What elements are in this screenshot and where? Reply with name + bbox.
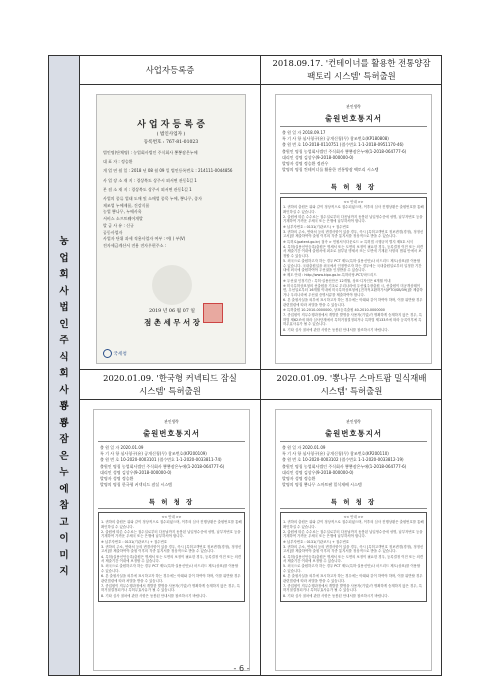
notice-field: 출 원 번 호 10-2020-0003102 (접수번호 1-1-2020-0033812-19): [282, 457, 404, 463]
notice-guidance-item: 3. 귀하의 주소, 연락처 등의 변경사항이 있을 경우, 즉시 [특허고객번호 정보변경(경정), 정정신고서]를 제출하여야 출원 이후의 각종 통지서를 정상적으로 받을 수 있습니다.: [283, 229, 424, 239]
notice-guidance-item: 7. 종업원이 직무수행과정에서 개발한 발명을 사용자(기업)가 명확하게 승계하지 않은 경우, 특허법 제62조에 따라 심사단계에서 특허거절결정되거나 특허법 제133조에 따라 등록이후에 특허무효사유가 될 수 있습니다.: [283, 313, 422, 327]
side-label-char: 고: [59, 516, 69, 528]
notice-guidance-item: ※ 납부자번호 : 0131(기관코드) + 접수번호: [101, 539, 168, 544]
row-divider: [80, 399, 441, 400]
side-label-char: 법: [59, 302, 69, 313]
notice-guidance-item: 4. 특허(실용신안등록)출원은 명세서 또는 도면의 보정이 필요한 경우, 등록결정 이전 또는 의견서 제출기간 이내에 보정할 수 있습니다.: [101, 554, 241, 564]
side-label-char: 사: [59, 285, 69, 297]
side-label-char: 업: [59, 252, 69, 264]
side-label-char: 잠: [59, 434, 69, 445]
certificate-line: 제조업 누에제품, 건강식품: [103, 202, 150, 208]
notice-guidance-item: 2. 출원에 따른 수수료는 접수일로부터 다음날까지 동봉된 납입영수증에 성명, 납부자번호 등을 기재하여 가까운 우체국 또는 은행에 납부하셔야 합니다.: [283, 529, 423, 539]
notice-guidance-item: 3. 귀하의 주소, 연락처 등의 변경사항이 있을 경우, 즉시 [특허고객번호 정보변경(경정), 정정신고서]를 제출하여야 출원 이후의 각종 통지서를 정상적으로 받을 수 있습니다.: [101, 544, 242, 554]
notice-guidance-item: ※ 납부자번호 : 0131(기관코드) + 접수번호: [283, 224, 350, 229]
notice-guidance-item: 6. 본 출원사실을 외부에 표시하고자 하는 경우에는 아래와 같이 하여야 하며, 이를 위반할 경우 관련법령에 따라 처벌을 받을 수 있습니다.: [101, 574, 241, 583]
notice-fields: [282, 130, 425, 172]
nts-logo-icon: [103, 349, 112, 358]
notice-guidance-box: [280, 197, 427, 335]
notice-guidance-item: 7. 종업원이 직무수행과정에서 개발한 발명을 사용자(기업)가 명확하게 승계하지 않은 경우, 특허거절결정되거나 특허무효사유가 될 수 있습니다.: [283, 583, 422, 593]
notice-field: 발명의 명칭 한국형 커넥티드 잠실 시스템: [100, 482, 173, 488]
notice-heading: 특 허 청 장: [330, 183, 377, 192]
notice-rule: [280, 508, 427, 509]
notice-field: 출 원 일 자 2020.01.09: [100, 445, 144, 450]
row-divider: [80, 84, 441, 85]
notice-guidance-item: 8. 기타 심사 절차에 관한 사항은 동봉된 안내서를 참조하시기 바랍니다.: [101, 593, 207, 598]
notice-rule: [280, 126, 427, 127]
registration-number: 등록번호 : 767-81-01023: [143, 140, 199, 145]
side-label-char: 회: [59, 269, 69, 280]
government-emblem-watermark: [152, 265, 192, 305]
certificate-line: 사 업 장 소 재 지 : 경상북도 상주시 외서면 관동1길 1: [103, 177, 197, 183]
notice-field: 출 원 일 자 2020.01.09: [282, 445, 326, 450]
side-label-char: 뿅: [59, 417, 69, 429]
notice-guidance-item: ※ 우선권 인정기간 : 특허·실용신안은 12개월, 상표·디자인은 6개월 이내: [283, 278, 391, 283]
notice-heading: 특 허 청 장: [330, 498, 377, 507]
side-label: [49, 234, 79, 581]
certificate-subtitle: ( 법인사업자 ): [156, 132, 186, 137]
notice-field: 발명의 명칭 뽕나무 스마트팜 밀식재배 시스템: [282, 482, 362, 488]
notice-guidance-item: 2. 출원에 따른 수수료는 접수일로부터 다음날까지 동봉된 납입영수증에 성명, 납부자번호 등을 기재하여 가까운 우체국 또는 은행에 납부하셔야 합니다.: [101, 529, 241, 539]
notice-guidance-item: ※ 납부자번호 : 0131(기관코드) + 접수번호: [283, 539, 350, 544]
notice-guidance-item: 6. 본 출원사실을 외부에 표시하고자 하는 경우에는 아래와 같이 하여야 하며, 이를 위반할 경우 관련법령에 따라 처벌을 받을 수 있습니다.: [283, 574, 423, 583]
notice-field: 발명의 명칭 컨테이너를 활용한 전통양잠 팩토리 시스템: [282, 167, 379, 173]
notice-guidance-item: 5. 외국으로 출원하고자 하는 경우 PCT 제도(특허·실용신안)나 마드리드 제도(상표)를 이용할 수 있습니다.: [283, 564, 421, 573]
notice-title: 출원번호통지서: [325, 429, 382, 438]
side-label-char: 은: [59, 450, 69, 462]
notice-field: 출 원 일 자 2018.09.17: [282, 130, 326, 135]
notice-field: 발명자 성명 정승환 정관우: [282, 161, 329, 167]
notice-field: 대리인 성명 김상우(9-2018-000000-0): [100, 469, 172, 475]
certificate-line: 농업 뽕나무, 누에사육: [103, 209, 142, 215]
certificate-title: 사 업 자 등 록 증: [137, 120, 205, 130]
notice-guidance-item: 7. 종업원이 직무수행과정에서 개발한 발명을 사용자(기업)가 명확하게 승계하지 않은 경우, 특허거절결정되거나 특허무효사유가 될 수 있습니다.: [101, 583, 240, 593]
notice-field: 특 기 사 항 심사청구(유) 공개신청(무) 참조번호(KP200110): [282, 451, 389, 457]
notice-rule: [280, 441, 427, 442]
notice-fields: [282, 445, 425, 487]
official-seal: [203, 303, 223, 323]
notice-field: 발명자 성명 정승환: [100, 476, 134, 482]
notice-field: 출원인 명칭 농업회사법인 주식회사 뽕뽕잠은누에(1-2018-064777-6): [100, 463, 225, 469]
side-label-char: 주: [59, 335, 69, 346]
patent-notice-2020-mulberry-smartfarm: [275, 409, 432, 671]
certificate-line: 본 점 소 재 지 : 경상북도 상주시 외서면 관동1길 1: [103, 186, 192, 192]
caption-business-registration: 사업자등록증: [145, 65, 195, 75]
notice-guidance-item: ※ 특허로(patent.go.kr) 접속 > 민원서식다운로드 > 특허법 시행규칙 별지 제5호 서식: [283, 239, 414, 244]
issue-date: 2019 년 06 월 07 일: [149, 309, 195, 314]
side-label-column: [49, 56, 80, 675]
side-label-char: 사: [59, 384, 69, 396]
side-label-char: 회: [59, 368, 69, 379]
notice-field: 출 원 번 호 10-2020-0003101 (접수번호 1-1-2020-0033811-74): [100, 457, 222, 463]
notice-field: 출원인 명칭 농업회사법인 주식회사 뽕뽕잠은누에(1-2018-064777-6): [282, 148, 407, 154]
side-label-char: 식: [59, 351, 69, 363]
certificate-line: 개 업 연 월 일 : 2018 년 08 월 09 일 법인등록번호 : 214111-0044856: [103, 168, 233, 174]
notice-guidance-item: 5. 외국으로 출원하고자 하는 경우 PCT 제도(특허·실용신안)나 마드리드 제도(상표)를 이용할 수 있습니다.: [101, 564, 239, 573]
patent-notice-2020-connected-silkworm: [93, 409, 250, 671]
certificate-line: 공동사업자: [103, 229, 123, 235]
notice-rule: [98, 508, 245, 509]
certificate-line: 법인명(단체명) : 농업회사법인 주식회사 뽕뽕잠은누에: [103, 150, 198, 155]
notice-heading: 특 허 청 장: [148, 498, 195, 507]
notice-rule: [98, 441, 245, 442]
notice-fields: [100, 445, 243, 487]
notice-guidance-heading: << 안내 >>: [161, 515, 182, 520]
notice-guidance-heading: << 안내 >>: [343, 515, 364, 520]
nts-logo: 국세청: [103, 349, 127, 358]
caption-patent-2018: 2018.09.17. '컨테이너를 활용한 전통양잠 팩토리 시스템' 특허출원: [272, 58, 431, 81]
side-label-char: 에: [59, 483, 69, 495]
notice-guidance-item: ※ 제도 안내 : http://www.kipo.go.kr-특허마당-PCT/마드리드: [283, 273, 377, 278]
certificate-line: 사업자 단위 과세 적용사업자 여부 : 여( ) 부(V): [103, 236, 186, 242]
side-label-char: 누: [59, 467, 69, 478]
document-table: [48, 55, 442, 676]
notice-field: 출원인 명칭 농업회사법인 주식회사 뽕뽕잠은누에(1-2018-064777-6): [282, 463, 407, 469]
certificate-line: 발 급 사 유 : 신규: [103, 222, 134, 228]
notice-header-small: 관인생략: [346, 104, 361, 109]
side-label-char: 뿅: [59, 401, 69, 412]
notice-guidance-item: 8. 기타 심사 절차에 관한 사항은 동봉된 안내서를 참조하시기 바랍니다.: [283, 593, 389, 598]
notice-guidance-item: ※ 미국특허상표청의 선출원을 기초로 우리나라에 우선권주장출원 시, 선출원이 미공개상태이면, 우선일로부터 16개월 이내에 미국특허상표청에 [전자적교환허가서(PTO/SB/39)]를 제출하거나 우리나라에 우선권 증명서류를 제출하여야 합니다.: [283, 283, 423, 298]
notice-title: 출원번호통지서: [143, 429, 200, 438]
notice-header-small: 관인생략: [164, 419, 179, 424]
notice-guidance-heading: << 안내 >>: [343, 200, 364, 205]
notice-guidance-item: 2. 출원에 따른 수수료는 접수일로부터 다음날까지 동봉된 납입영수증에 성명, 납부자번호 등을 기재하여 가까운 우체국 또는 은행에 납부하셔야 합니다.: [283, 214, 423, 224]
side-label-char: 이: [59, 533, 69, 544]
side-label-char: 미: [59, 549, 69, 561]
notice-guidance-item: 1. 귀하의 출원은 위와 같이 정상적으로 접수되었으며, 이후의 심사 진행상황은 출원번호를 통해 확인하실 수 있습니다.: [283, 520, 424, 529]
notice-field: 특 기 사 항 심사청구(유) 공개신청(무) 참조번호(KP180808): [282, 136, 389, 142]
tax-office-name: 점 촌 세 무 서 장: [144, 318, 200, 327]
notice-guidance-item: 5. 외국으로 출원하고자 하는 경우 PCT 제도(특허·실용신안)나 마드리드 제도(상표)를 이용할 수 있습니다. 국내출원일을 외국에서 인정받고자 하는 경우에는 국내출원일로부터 일정한 기간 내에 외국에 출원하여야 우선권을 인정받을 수 있습니다.: [283, 259, 422, 273]
notice-guidance-item: 6. 본 출원사실을 외부에 표시하고자 하는 경우에는 아래와 같이 하여야 하며, 이를 위반할 경우 관련법령에 따라 처벌을 받을 수 있습니다.: [283, 298, 423, 307]
notice-guidance-item: ※ 특허출원 10-2010-0000000, 상표등록출원 40-2010-0000000: [283, 308, 385, 313]
patent-notice-2018: [275, 94, 432, 364]
notice-guidance-item: 4. 특허(실용신안등록)출원은 명세서 또는 도면의 보정이 필요한 경우, 등록결정 이전 또는 의견서 제출기간 이내에 보정할 수 있습니다.: [283, 554, 423, 564]
column-divider: [260, 56, 261, 675]
side-label-char: 참: [59, 500, 69, 511]
page-number: - 6 -: [233, 664, 250, 673]
certificate-line: 전자세금계산서 전용 전자우편주소 :: [103, 242, 167, 248]
notice-title: 출원번호통지서: [325, 114, 382, 123]
certificate-line: 서비스 소프트웨어개발: [103, 216, 143, 222]
notice-header-small: 관인생략: [346, 419, 361, 424]
side-label-char: 지: [59, 566, 69, 577]
notice-field: 출 원 번 호 10-2018-0110751 (접수번호 1-1-2018-0951170-46): [282, 142, 404, 148]
notice-guidance-item: 4. 특허(실용신안등록)출원은 명세서 또는 도면의 보정이 필요한 경우, 등록결정 이전 또는 의견서 제출기간 이내에 출원서에 최초로 첨부된 명세서 또는 도면에 기재된 사항의 범위 안에서 보정할 수 있습니다.: [283, 244, 423, 258]
notice-field: 특 기 사 항 심사청구(유) 공개신청(무) 참조번호(KP200109): [100, 451, 207, 457]
caption-patent-2020-a: 2020.01.09. '한국형 커넥티드 잠실 시스템' 특허출원: [103, 373, 237, 396]
notice-guidance-item: 1. 귀하의 출원은 위와 같이 정상적으로 접수되었으며, 이후의 심사 진행상황은 출원번호를 통해 확인하실 수 있습니다.: [101, 520, 242, 529]
notice-guidance-box: [280, 512, 427, 601]
notice-guidance-item: 1. 귀하의 출원은 위와 같이 정상적으로 접수되었으며, 이후의 심사 진행상황은 출원번호를 통해 확인하실 수 있습니다.: [283, 205, 424, 214]
notice-field: 대리인 성명 김상우(9-2018-000000-0): [282, 154, 354, 160]
notice-field: 대리인 성명 김상우(9-2018-000000-0): [282, 469, 354, 475]
certificate-line: 사업의 종류 업태 도매 및 소매업 종목 누에, 뽕나무, 종자: [103, 196, 202, 202]
notice-field: 발명자 성명 정승환: [282, 476, 316, 482]
row-divider: [80, 369, 441, 370]
notice-guidance-box: [98, 512, 245, 601]
certificate-line: 대 표 자 : 정승환: [103, 159, 133, 165]
notice-guidance-item: 3. 귀하의 주소, 연락처 등의 변경사항이 있을 경우, 즉시 [특허고객번호 정보변경(경정), 정정신고서]를 제출하여야 출원 이후의 각종 통지서를 정상적으로 받을 수 있습니다.: [283, 544, 424, 554]
side-label-char: 농: [59, 236, 69, 247]
caption-patent-2020-b: 2020.01.09. '뽕나무 스마트팜 밀식재배 시스템' 특허출원: [276, 373, 427, 396]
certificate-details: [103, 150, 239, 248]
notice-guidance-item: 8. 기타 심사 절차에 관한 사항은 동봉된 안내서를 참조하시기 바랍니다.: [283, 327, 389, 332]
notice-rule: [280, 193, 427, 194]
business-registration-certificate: [96, 94, 246, 364]
side-label-char: 인: [59, 318, 69, 330]
